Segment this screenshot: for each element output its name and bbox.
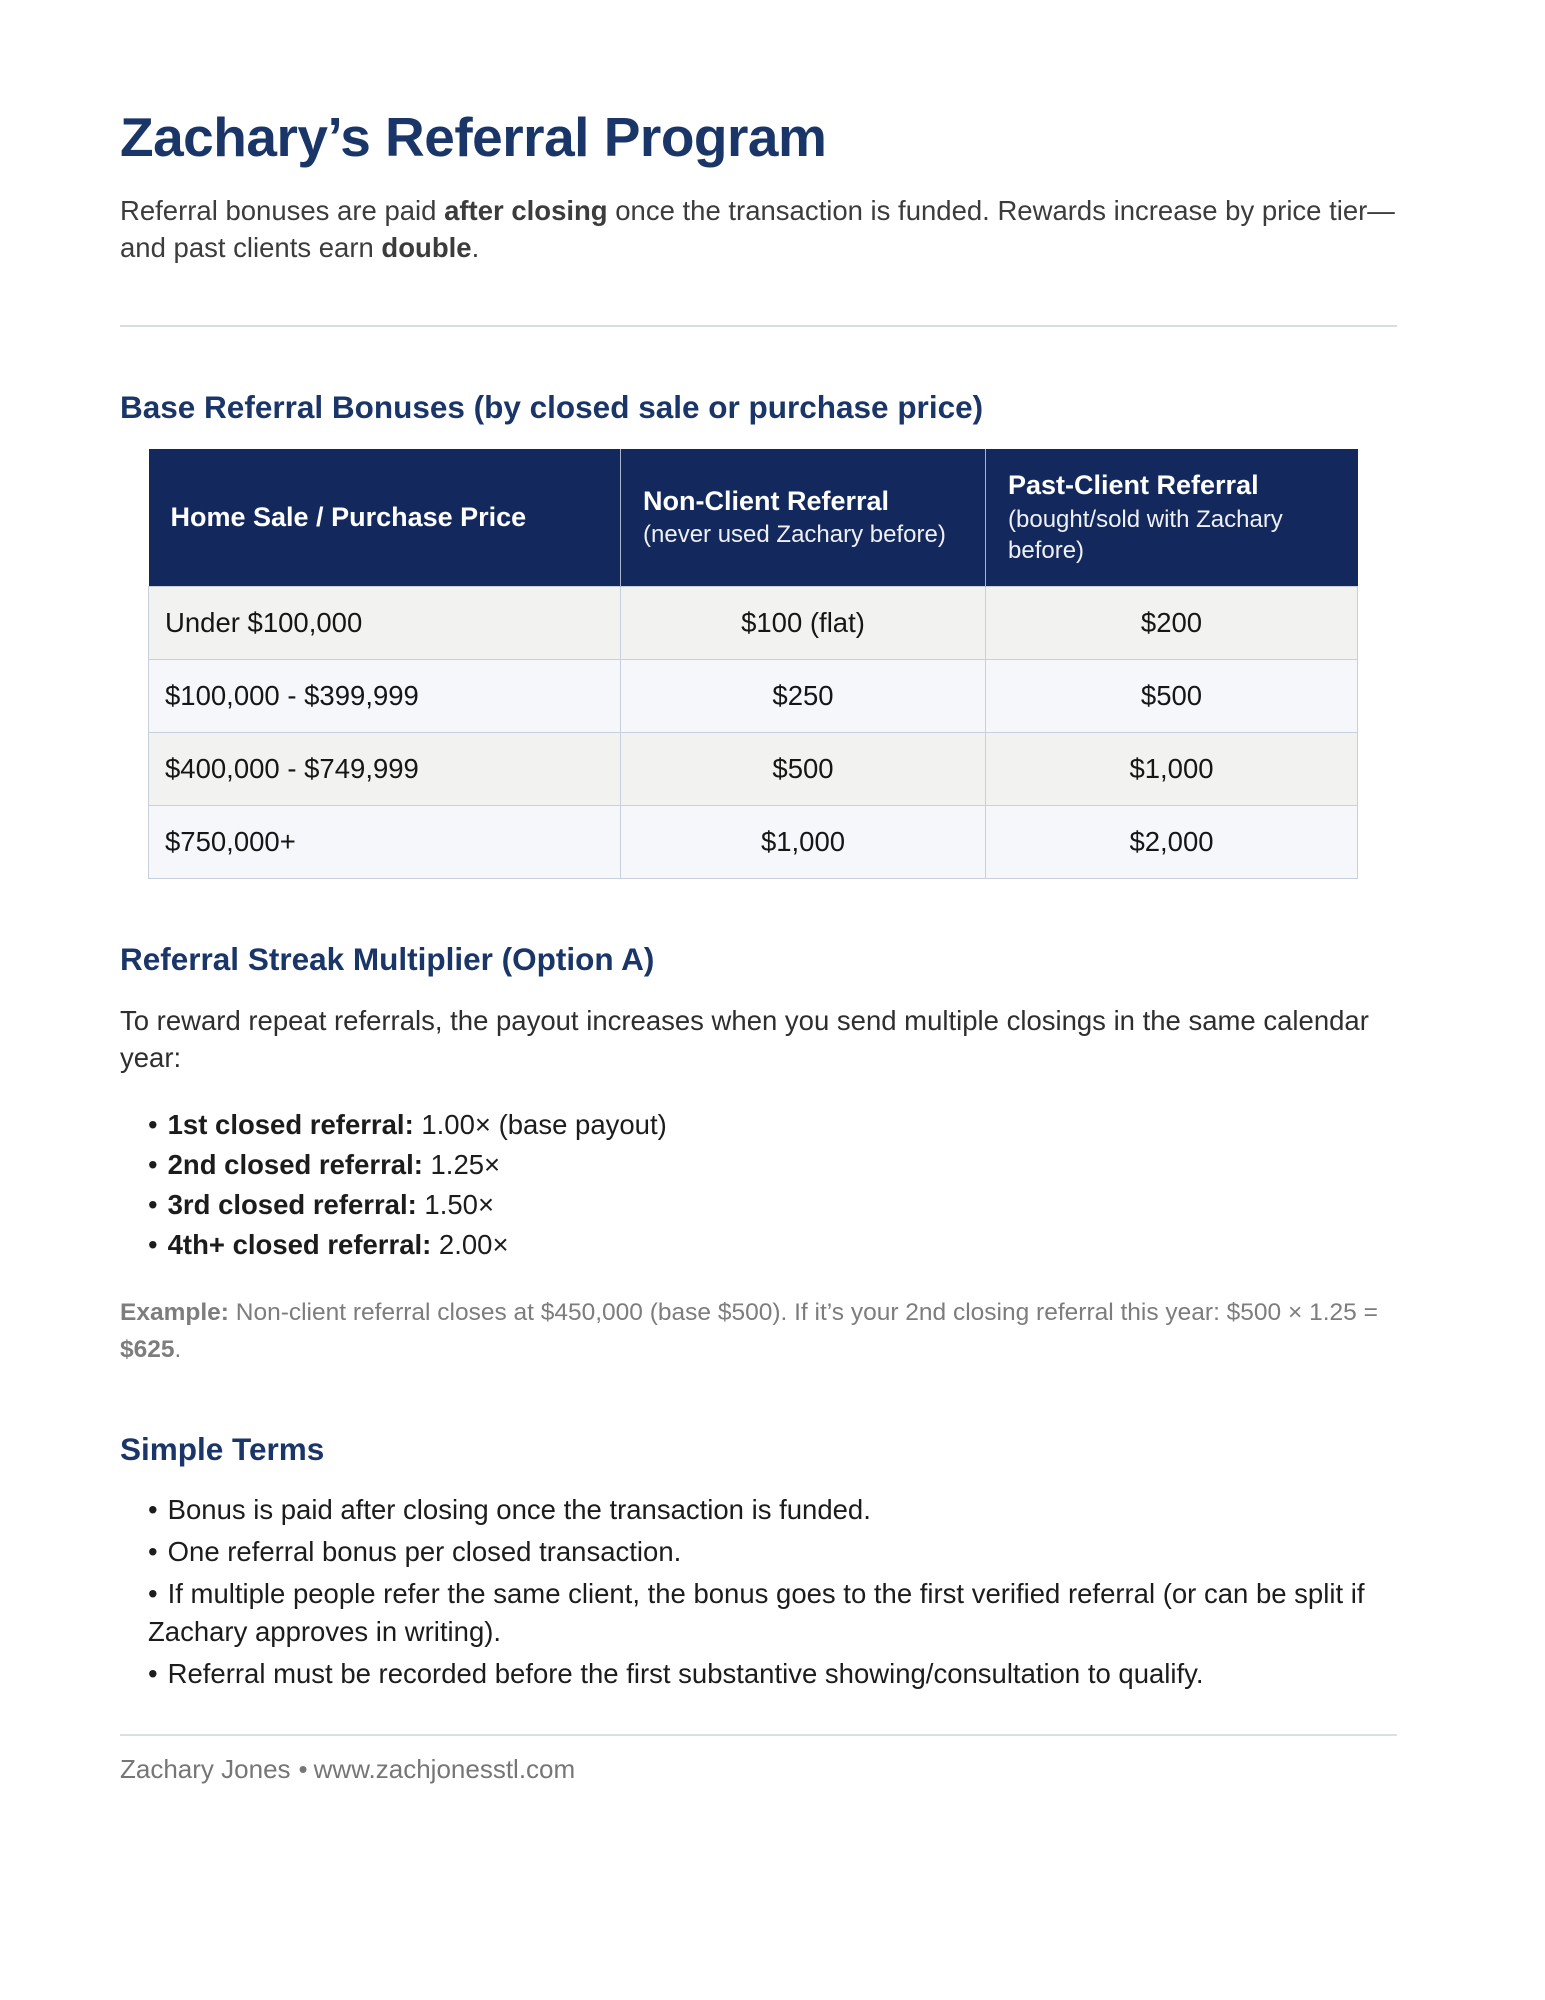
table-row — [149, 660, 1358, 733]
list-item: • Bonus is paid after closing once the transaction is funded. — [120, 1491, 1397, 1528]
intro-text-pre: Referral bonuses are paid — [120, 195, 445, 227]
streak-value: 1.00× (base payout) — [413, 1108, 667, 1140]
column-header-past-client — [986, 449, 1358, 587]
intro-bold-double: double — [381, 232, 472, 264]
streak-value: 1.50× — [416, 1189, 495, 1221]
base-bonuses-table — [148, 449, 1358, 879]
cell-past-client-bonus: $500 — [986, 660, 1358, 733]
page-title: Zachary’s Referral Program — [120, 106, 827, 168]
column-header-price — [149, 449, 621, 587]
list-item — [120, 1146, 1397, 1183]
list-item: • One referral bonus per closed transaction. — [120, 1533, 1397, 1570]
intro-text-mid: once the transaction is funded. Rewards increase by price tier—and past clients earn — [120, 195, 1395, 264]
streak-label: 1st closed referral: — [167, 1108, 414, 1140]
cell-non-client-bonus: $1,000 — [621, 806, 986, 879]
cell-price-tier: $400,000 - $749,999 — [149, 733, 621, 806]
table-header-row — [149, 449, 1358, 587]
streak-label: 3rd closed referral: — [167, 1189, 417, 1221]
streak-label: 4th+ closed referral: — [167, 1229, 432, 1261]
streak-value: 1.25× — [422, 1149, 501, 1181]
cell-past-client-bonus: $2,000 — [986, 806, 1358, 879]
list-item: • If multiple people refer the same client, the bonus goes to the first verified referral (or can be split if Zachary approves in writing). — [120, 1575, 1397, 1649]
streak-intro: To reward repeat referrals, the payout increases when you send multiple closings in the same calendar year: — [120, 1004, 1369, 1073]
terms-bullet-list — [120, 1491, 1397, 1692]
example-result: $625 — [120, 1336, 175, 1364]
cell-non-client-bonus: $250 — [621, 660, 986, 733]
table-row — [149, 733, 1358, 806]
list-item: • Referral must be recorded before the first substantive showing/consultation to qualify. — [120, 1655, 1397, 1692]
section-heading-simple-terms: Simple Terms — [120, 1430, 325, 1467]
list-item — [120, 1106, 1397, 1143]
example-paragraph — [120, 1295, 1397, 1369]
column-title: Home Sale / Purchase Price — [170, 502, 527, 533]
footer-separator: • — [298, 1753, 308, 1784]
top-divider — [120, 325, 1397, 327]
footer — [120, 1754, 1397, 1785]
intro-bold-after-closing: after closing — [444, 195, 608, 227]
intro-paragraph — [120, 193, 1397, 267]
streak-value: 2.00× — [431, 1229, 509, 1261]
column-header-non-client — [621, 449, 986, 587]
list-item — [120, 1226, 1397, 1263]
column-title: Past-Client Referral — [1008, 470, 1259, 501]
column-subtitle: (bought/sold with Zachary before) — [1008, 506, 1283, 564]
section-heading-streak-multiplier: Referral Streak Multiplier (Option A) — [120, 941, 655, 978]
footer-name: Zachary Jones — [120, 1753, 291, 1784]
footer-website: www.zachjonesstl.com — [313, 1753, 576, 1784]
cell-past-client-bonus: $200 — [986, 587, 1358, 660]
cell-price-tier: $100,000 - $399,999 — [149, 660, 621, 733]
section-heading-base-bonuses: Base Referral Bonuses (by closed sale or purchase price) — [120, 389, 984, 426]
table-row — [149, 806, 1358, 879]
cell-price-tier: $750,000+ — [149, 806, 621, 879]
list-item — [120, 1186, 1397, 1223]
example-period: . — [174, 1336, 182, 1364]
column-title: Non-Client Referral — [643, 485, 890, 516]
cell-past-client-bonus: $1,000 — [986, 733, 1358, 806]
cell-non-client-bonus: $500 — [621, 733, 986, 806]
table-row — [149, 587, 1358, 660]
intro-text-post: . — [471, 232, 480, 264]
cell-price-tier: Under $100,000 — [149, 587, 621, 660]
column-subtitle: (never used Zachary before) — [643, 521, 946, 549]
streak-label: 2nd closed referral: — [167, 1149, 423, 1181]
example-label: Example: — [120, 1299, 229, 1327]
streak-bullet-list — [120, 1106, 1397, 1264]
footer-divider — [120, 1734, 1397, 1736]
example-text: Non-client referral closes at $450,000 (base $500). If it’s your 2nd closing referral this year: $500 × 1.25 = — [228, 1299, 1378, 1327]
cell-non-client-bonus: $100 (flat) — [621, 587, 986, 660]
